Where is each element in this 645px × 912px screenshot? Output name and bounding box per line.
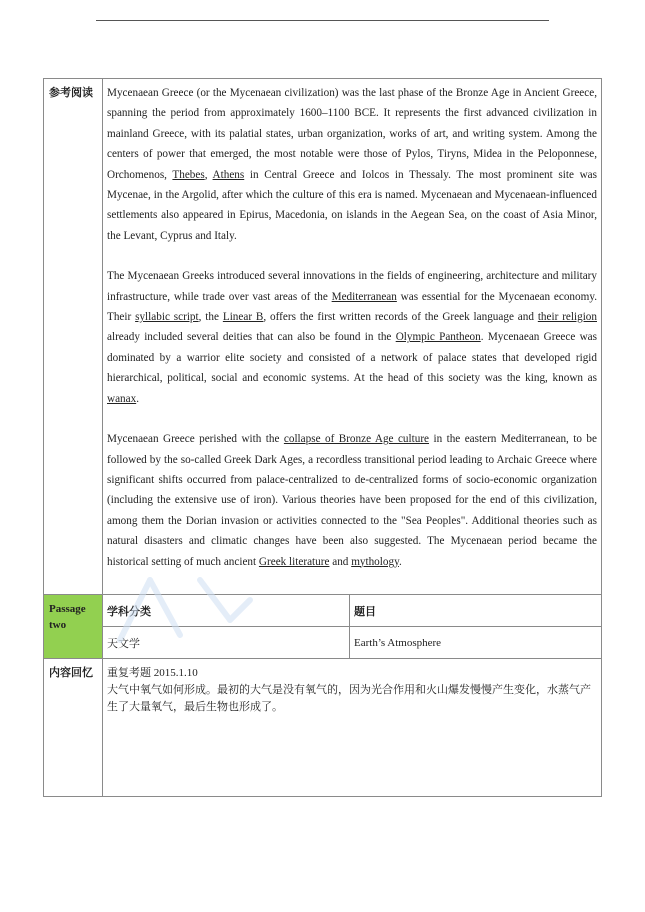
link-greek-literature[interactable]: Greek literature (258, 555, 330, 568)
topic-header: 题目 (354, 605, 376, 618)
topic-value: Earth’s Atmosphere (354, 636, 442, 649)
para3-text-b: in the eastern Mediterranean, to be followed by the so-called Greek Dark Ages, a recordless transitional period leading to Archaic Greece where significant shifts occurred from palace-centralized to de-centralized forms of socio-economic organization (including the extensive use of iron). Various theories have been proposed for the end of this civilization, among them the Dorian invasion or activities connected to the "Sea Peoples". Additional theories such as natural disasters and climatic changes have been also suggested. The Mycenaean period became the historical setting of much ancient (107, 433, 597, 568)
review-content (103, 659, 601, 796)
link-linear-b[interactable]: Linear B (222, 311, 264, 324)
link-thebes[interactable]: Thebes (172, 168, 205, 181)
reading-paragraph-3 (107, 429, 597, 572)
para3-text-d: . (398, 555, 402, 568)
link-wanax[interactable]: wanax (107, 392, 137, 405)
link-syllabic-script[interactable]: syllabic script (135, 311, 199, 324)
passage-content (103, 595, 601, 658)
subject-category-value: 天文学 (103, 627, 350, 658)
reading-content (103, 79, 601, 594)
para2-text-e: already included several deities that can also be found in the (107, 331, 396, 344)
link-bronze-age-collapse[interactable]: collapse of Bronze Age culture (283, 433, 430, 446)
para2-text-b: was essential for the Mycenaean economy. Their (107, 290, 597, 324)
review-row (44, 659, 601, 796)
review-label: 内容回忆 (44, 659, 103, 796)
para1-end: in Central Greece and Iolcos in Thessaly. The most prominent site was Mycenae, in the Argolid, after which the culture of this era is named. Mycenaean and Mycenaean-influenced settlements also appeared in Epirus, Macedonia, on islands in the Aegean Sea, on the coast of Asia Minor, the Levant, Cyprus and Italy. (107, 168, 597, 242)
link-mediterranean[interactable]: Mediterranean (331, 290, 397, 303)
link-athens[interactable]: Athens (212, 168, 245, 181)
passage-row (44, 595, 601, 659)
para2-text-c: , the (198, 311, 223, 324)
para3-text-a: Mycenaean Greece perished with the (107, 433, 284, 446)
para2-text-a: The Mycenaean Greeks introduced several innovations in the fields of engineering, architecture and military infrastructure, while trade over vast areas of the (107, 270, 597, 303)
link-mythology[interactable]: mythology (351, 555, 399, 568)
para2-text-f: . Mycenaean Greece was dominated by a warrior elite society and consisted of a network of palace states that developed rigid hierarchical, political, social and economic systems. At the head of this society was the king, known as (107, 331, 597, 385)
reading-row (44, 79, 601, 595)
reading-paragraph-1 (107, 83, 597, 246)
header-rule (96, 20, 549, 21)
para1-sep: , (204, 168, 213, 181)
passage-header-row (103, 595, 601, 626)
para2-text-g: . (136, 392, 139, 405)
link-olympic-pantheon[interactable]: Olympic Pantheon (395, 331, 481, 344)
subject-category-header: 学科分类 (103, 595, 350, 626)
content-table (43, 78, 602, 797)
link-their-religion[interactable]: their religion (537, 311, 597, 324)
review-line-1: 重复考题 2015.1.10 (107, 667, 198, 679)
reading-label: 参考阅读 (44, 79, 103, 594)
passage-label: Passage two (44, 595, 103, 658)
reading-paragraph-2 (107, 266, 597, 409)
para3-text-c: and (329, 555, 352, 568)
para1-text: Mycenaean Greece (or the Mycenaean civilization) was the last phase of the Bronze Age in Ancient Greece, spanning the period from approximately 1600–1100 BCE. It represents the first advanced civilization in mainland Greece, with its palatial states, urban organization, works of art, and writing system. Among the centers of power that emerged, the most notable were those of Pylos, Tiryns, Midea in the Peloponnese, Orchomenos, (107, 87, 597, 181)
para2-text-d: , offers the first written records of the Greek language and (263, 311, 538, 324)
review-line-2: 大气中氧气如何形成。最初的大气是没有氧气的，因为光合作用和火山爆发慢慢产生变化，水蒸气产生了大量氧气，最后生物也形成了。 (107, 684, 591, 713)
passage-value-row (103, 626, 601, 658)
